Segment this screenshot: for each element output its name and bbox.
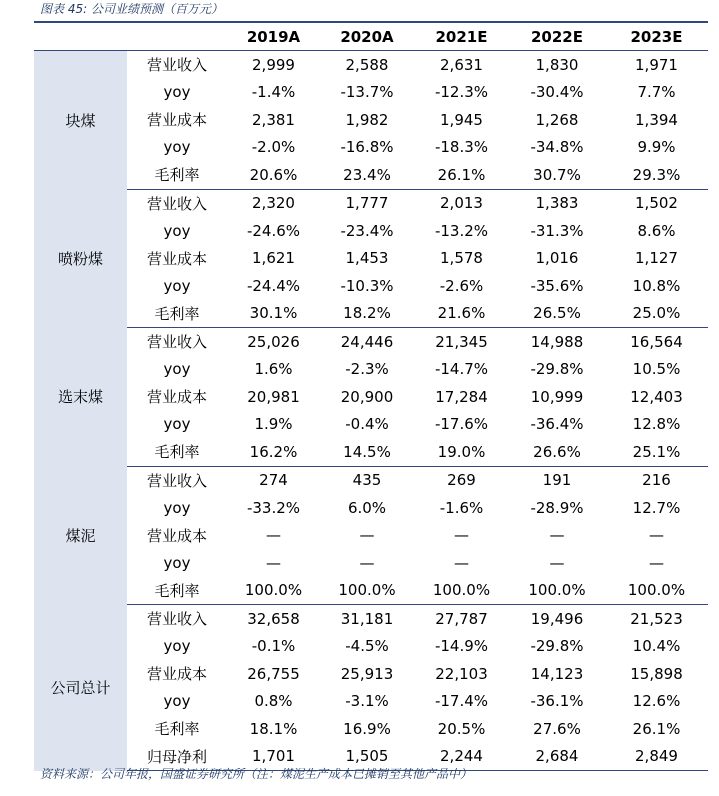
value-cell: -24.4% [246, 276, 301, 295]
value-cell: -1.6% [439, 498, 484, 517]
value-cell: 1,971 [635, 55, 678, 74]
metric-label: yoy [163, 692, 191, 711]
value-cell: 12,403 [630, 387, 683, 406]
table-row [34, 411, 708, 439]
value-cell: 100.0% [320, 577, 414, 605]
value-cell: -24.6% [246, 221, 301, 240]
value-cell: 0.8% [254, 692, 293, 711]
table-row [34, 549, 708, 577]
value-cell: 9.9% [637, 138, 676, 157]
value-cell: -29.8% [530, 637, 584, 656]
table-row [34, 383, 708, 411]
value-cell: 16,564 [630, 332, 683, 351]
value-cell: 2,849 [605, 743, 708, 771]
column-header: 2021E [414, 23, 509, 51]
value-cell: 100.0% [414, 577, 509, 605]
value-cell: 25.0% [605, 300, 708, 328]
metric-label: 毛利率 [127, 300, 227, 328]
value-cell: 20,900 [340, 387, 394, 406]
segment-label: 喷粉煤 [34, 189, 127, 328]
value-cell: 19,496 [530, 609, 584, 628]
table-row [34, 134, 708, 162]
value-cell: 25,026 [247, 332, 300, 351]
value-cell: 23.4% [320, 161, 414, 189]
metric-label: 毛利率 [154, 720, 200, 739]
value-cell: 1,502 [635, 194, 678, 213]
metric-label: yoy [163, 415, 191, 434]
value-cell: 2,381 [252, 110, 295, 129]
value-cell: 1,578 [440, 249, 483, 268]
value-cell: 12.6% [632, 692, 681, 711]
value-cell: -4.5% [345, 637, 389, 656]
value-cell: 18.2% [320, 300, 414, 328]
value-cell: 1,127 [635, 249, 678, 268]
table-row [34, 356, 708, 384]
value-cell: -14.9% [434, 637, 489, 656]
value-cell: -33.2% [246, 498, 301, 517]
value-cell: 12.7% [632, 498, 681, 517]
table-row [34, 328, 708, 356]
forecast-table [34, 23, 708, 771]
value-cell: 1,777 [345, 194, 389, 213]
value-cell: 1,268 [535, 110, 579, 129]
value-cell: -2.0% [251, 138, 296, 157]
value-cell: 24,446 [340, 332, 394, 351]
value-cell: — [649, 553, 664, 572]
column-header: 2023E [605, 23, 708, 51]
value-cell: 2,999 [252, 55, 295, 74]
table-row [34, 161, 708, 189]
value-cell: 1.6% [254, 360, 293, 379]
value-cell: 1,830 [535, 55, 579, 74]
table-row [34, 217, 708, 245]
value-cell: 274 [259, 471, 288, 490]
value-cell: -13.7% [340, 83, 394, 102]
value-cell: -17.6% [434, 415, 489, 434]
value-cell: — [266, 526, 281, 545]
value-cell: 31,181 [340, 609, 394, 628]
value-cell: -1.4% [251, 83, 296, 102]
value-cell: 2,320 [252, 194, 295, 213]
table-row [34, 522, 708, 550]
value-cell: — [549, 553, 565, 572]
value-cell: 22,103 [435, 664, 488, 683]
value-cell: 20.5% [437, 719, 486, 738]
value-cell: 27.6% [533, 719, 581, 738]
metric-label: 营业收入 [146, 56, 207, 75]
value-cell: 21,523 [630, 609, 683, 628]
value-cell: 18.1% [249, 719, 298, 738]
segment-label: 煤泥 [34, 466, 127, 605]
value-cell: 27,787 [435, 609, 488, 628]
value-cell: 1,982 [345, 110, 389, 129]
value-cell: 435 [352, 471, 382, 490]
metric-label: 毛利率 [127, 577, 227, 605]
value-cell: 1,505 [320, 743, 414, 771]
value-cell: 14.5% [320, 438, 414, 466]
value-cell: -16.8% [340, 138, 394, 157]
value-cell: 100.0% [605, 577, 708, 605]
value-cell: 12.8% [632, 415, 681, 434]
value-cell: -13.2% [434, 221, 489, 240]
value-cell: -29.8% [530, 360, 584, 379]
value-cell: -28.9% [530, 498, 584, 517]
metric-label: 营业成本 [146, 249, 207, 268]
value-cell: 25,913 [340, 664, 394, 683]
value-cell: -30.4% [530, 83, 584, 102]
value-cell: -35.6% [530, 276, 584, 295]
metric-label: yoy [163, 360, 191, 379]
metric-label: 毛利率 [127, 438, 227, 466]
metric-label: 营业成本 [146, 526, 207, 545]
metric-label: yoy [163, 221, 191, 240]
table-row [34, 577, 708, 605]
value-cell: 1,383 [535, 194, 579, 213]
value-cell: 14,123 [530, 664, 584, 683]
value-cell: — [359, 553, 375, 572]
value-cell: 10,999 [530, 387, 584, 406]
value-cell: 2,631 [440, 55, 483, 74]
value-cell: — [649, 526, 664, 545]
value-cell: 6.0% [347, 498, 387, 517]
value-cell: 1,453 [345, 249, 389, 268]
value-cell: -0.4% [345, 415, 389, 434]
table-header-row [34, 23, 708, 51]
value-cell: -2.6% [439, 276, 484, 295]
value-cell: -2.3% [345, 360, 389, 379]
value-cell: -0.1% [251, 637, 296, 656]
value-cell: 191 [542, 471, 572, 490]
value-cell: 10.8% [632, 276, 681, 295]
table-row [34, 189, 708, 217]
value-cell: 2,244 [414, 743, 509, 771]
value-cell: 1,394 [635, 110, 678, 129]
value-cell: — [359, 526, 375, 545]
value-cell: 25.1% [605, 438, 708, 466]
value-cell: -14.7% [434, 360, 489, 379]
value-cell: -18.3% [434, 138, 489, 157]
value-cell: 16.9% [343, 719, 391, 738]
value-cell: 2,013 [440, 194, 483, 213]
source-note: 资料来源：公司年报，国盛证券研究所（注：煤泥生产成本已摊销至其他产品中） [40, 767, 473, 781]
value-cell: 8.6% [637, 221, 676, 240]
value-cell: 1,945 [440, 110, 483, 129]
value-cell: 1.9% [254, 415, 293, 434]
figure-caption: 图表 45: 公司业绩预测（百万元） [40, 2, 223, 16]
column-header: 2019A [227, 23, 320, 51]
metric-label: yoy [163, 637, 191, 656]
value-cell: 2,588 [345, 55, 389, 74]
value-cell: 21.6% [414, 300, 509, 328]
header-group-cell [34, 23, 127, 51]
value-cell: -31.3% [530, 221, 584, 240]
value-cell: 20,981 [247, 387, 300, 406]
value-cell: -17.4% [434, 692, 489, 711]
value-cell: -23.4% [340, 221, 394, 240]
metric-label: 毛利率 [127, 161, 227, 189]
table-row [34, 300, 708, 328]
value-cell: -34.8% [530, 138, 584, 157]
segment-label: 选末煤 [34, 328, 127, 467]
value-cell: — [266, 553, 281, 572]
value-cell: 30.7% [509, 161, 605, 189]
metric-label: 营业收入 [146, 194, 207, 213]
table-row [34, 494, 708, 522]
value-cell: 216 [642, 471, 671, 490]
table-row [34, 715, 708, 743]
table-row [34, 466, 708, 494]
metric-label: yoy [163, 553, 191, 572]
table-row [34, 633, 708, 661]
table-row [34, 79, 708, 107]
metric-label: yoy [163, 276, 191, 295]
value-cell: -36.1% [530, 692, 584, 711]
value-cell: 1,621 [252, 249, 295, 268]
metric-label: yoy [163, 498, 191, 517]
table-row [34, 106, 708, 134]
value-cell: 26.1% [414, 161, 509, 189]
segment-label: 公司总计 [34, 605, 127, 771]
value-cell: 14,988 [530, 332, 584, 351]
value-cell: — [454, 553, 469, 572]
value-cell: -12.3% [434, 83, 489, 102]
metric-label: 营业成本 [146, 665, 207, 684]
value-cell: -36.4% [530, 415, 584, 434]
value-cell: 269 [447, 471, 476, 490]
metric-label: 归母净利 [127, 743, 227, 771]
table-row [34, 605, 708, 633]
table-row [34, 438, 708, 466]
table-row [34, 688, 708, 716]
header-metric-cell [127, 23, 227, 51]
value-cell: 17,284 [435, 387, 488, 406]
table-body [34, 51, 708, 771]
metric-label: yoy [163, 138, 191, 157]
value-cell: 10.4% [632, 637, 681, 656]
value-cell: 100.0% [227, 577, 320, 605]
metric-label: yoy [163, 83, 191, 102]
value-cell: 21,345 [435, 332, 488, 351]
value-cell: 7.7% [637, 83, 676, 102]
value-cell: 19.0% [414, 438, 509, 466]
value-cell: 10.5% [632, 360, 681, 379]
value-cell: 26.1% [632, 719, 681, 738]
value-cell: 2,684 [509, 743, 605, 771]
value-cell: 26,755 [247, 664, 300, 683]
value-cell: 26.5% [509, 300, 605, 328]
table-row [34, 660, 708, 688]
value-cell: 1,701 [227, 743, 320, 771]
metric-label: 营业成本 [146, 388, 207, 407]
value-cell: 1,016 [535, 249, 579, 268]
value-cell: -3.1% [345, 692, 389, 711]
value-cell: — [454, 526, 469, 545]
metric-label: 营业成本 [146, 111, 207, 130]
value-cell: 29.3% [605, 161, 708, 189]
table-row [34, 51, 708, 79]
value-cell: 26.6% [509, 438, 605, 466]
column-header: 2022E [509, 23, 605, 51]
metric-label: 营业收入 [146, 610, 207, 629]
table-row [34, 245, 708, 273]
table-row [34, 272, 708, 300]
value-cell: 20.6% [227, 161, 320, 189]
value-cell: -10.3% [340, 276, 394, 295]
segment-label: 块煤 [34, 51, 127, 190]
value-cell: 16.2% [227, 438, 320, 466]
value-cell: 30.1% [227, 300, 320, 328]
metric-label: 营业收入 [146, 333, 207, 352]
value-cell: — [549, 526, 565, 545]
column-header: 2020A [320, 23, 414, 51]
value-cell: 15,898 [630, 664, 683, 683]
value-cell: 32,658 [247, 609, 300, 628]
metric-label: 营业收入 [146, 471, 207, 490]
value-cell: 100.0% [509, 577, 605, 605]
